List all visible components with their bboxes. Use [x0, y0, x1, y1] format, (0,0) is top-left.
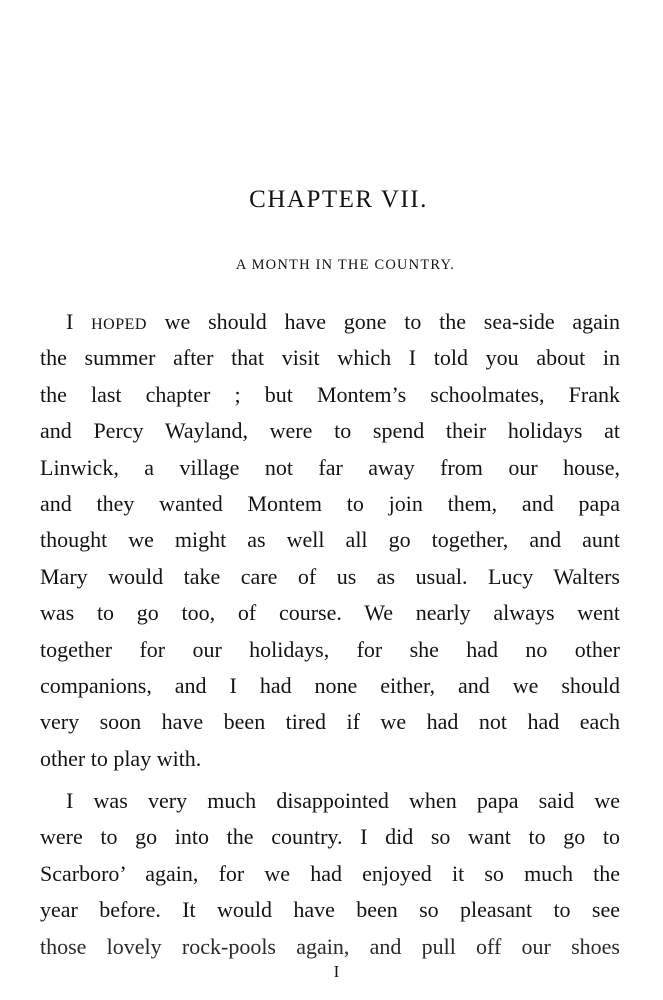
text-line: other to play with.	[40, 745, 202, 771]
text-line: was to go too, of course. We nearly always went	[40, 600, 620, 626]
text-line: year before. It would have been so pleasant to see	[40, 897, 620, 923]
text-line: Linwick, a village not far away from our house,	[40, 454, 620, 480]
text-line: companions, and I had none either, and we should	[40, 672, 620, 698]
chapter-title: CHAPTER VII.	[249, 186, 428, 213]
text-line: thought we might as well all go together, and aunt	[40, 527, 620, 553]
text-line: very soon have been tired if we had not had each	[40, 709, 620, 735]
initial-word: I	[66, 309, 92, 334]
text-line: the summer after that visit which I told you about in	[40, 345, 620, 371]
text-line: Mary would take care of us as usual. Lucy Walters	[40, 563, 620, 589]
text-line: were to go into the country. I did so want to go to	[40, 824, 620, 850]
signature-mark: I	[333, 962, 340, 981]
text-line: I was very much disappointed when papa said we	[66, 788, 620, 814]
text-line	[40, 304, 620, 340]
text-line: and Percy Wayland, were to spend their holidays at	[40, 418, 620, 444]
text-line: the last chapter ; but Montem’s schoolmates, Frank	[40, 381, 620, 407]
small-caps-word: HOPED	[91, 316, 147, 333]
chapter-subtitle: A MONTH IN THE COUNTRY.	[235, 257, 456, 273]
text-line: and they wanted Montem to join them, and papa	[40, 490, 620, 516]
text-line: those lovely rock-pools again, and pull off our shoes	[40, 933, 620, 959]
body-text	[40, 304, 620, 965]
text-line: Scarboro’ again, for we had enjoyed it so much the	[40, 860, 620, 886]
text-line: together for our holidays, for she had no other	[40, 636, 620, 662]
line-rest: we should have gone to the sea-side again	[146, 309, 621, 334]
